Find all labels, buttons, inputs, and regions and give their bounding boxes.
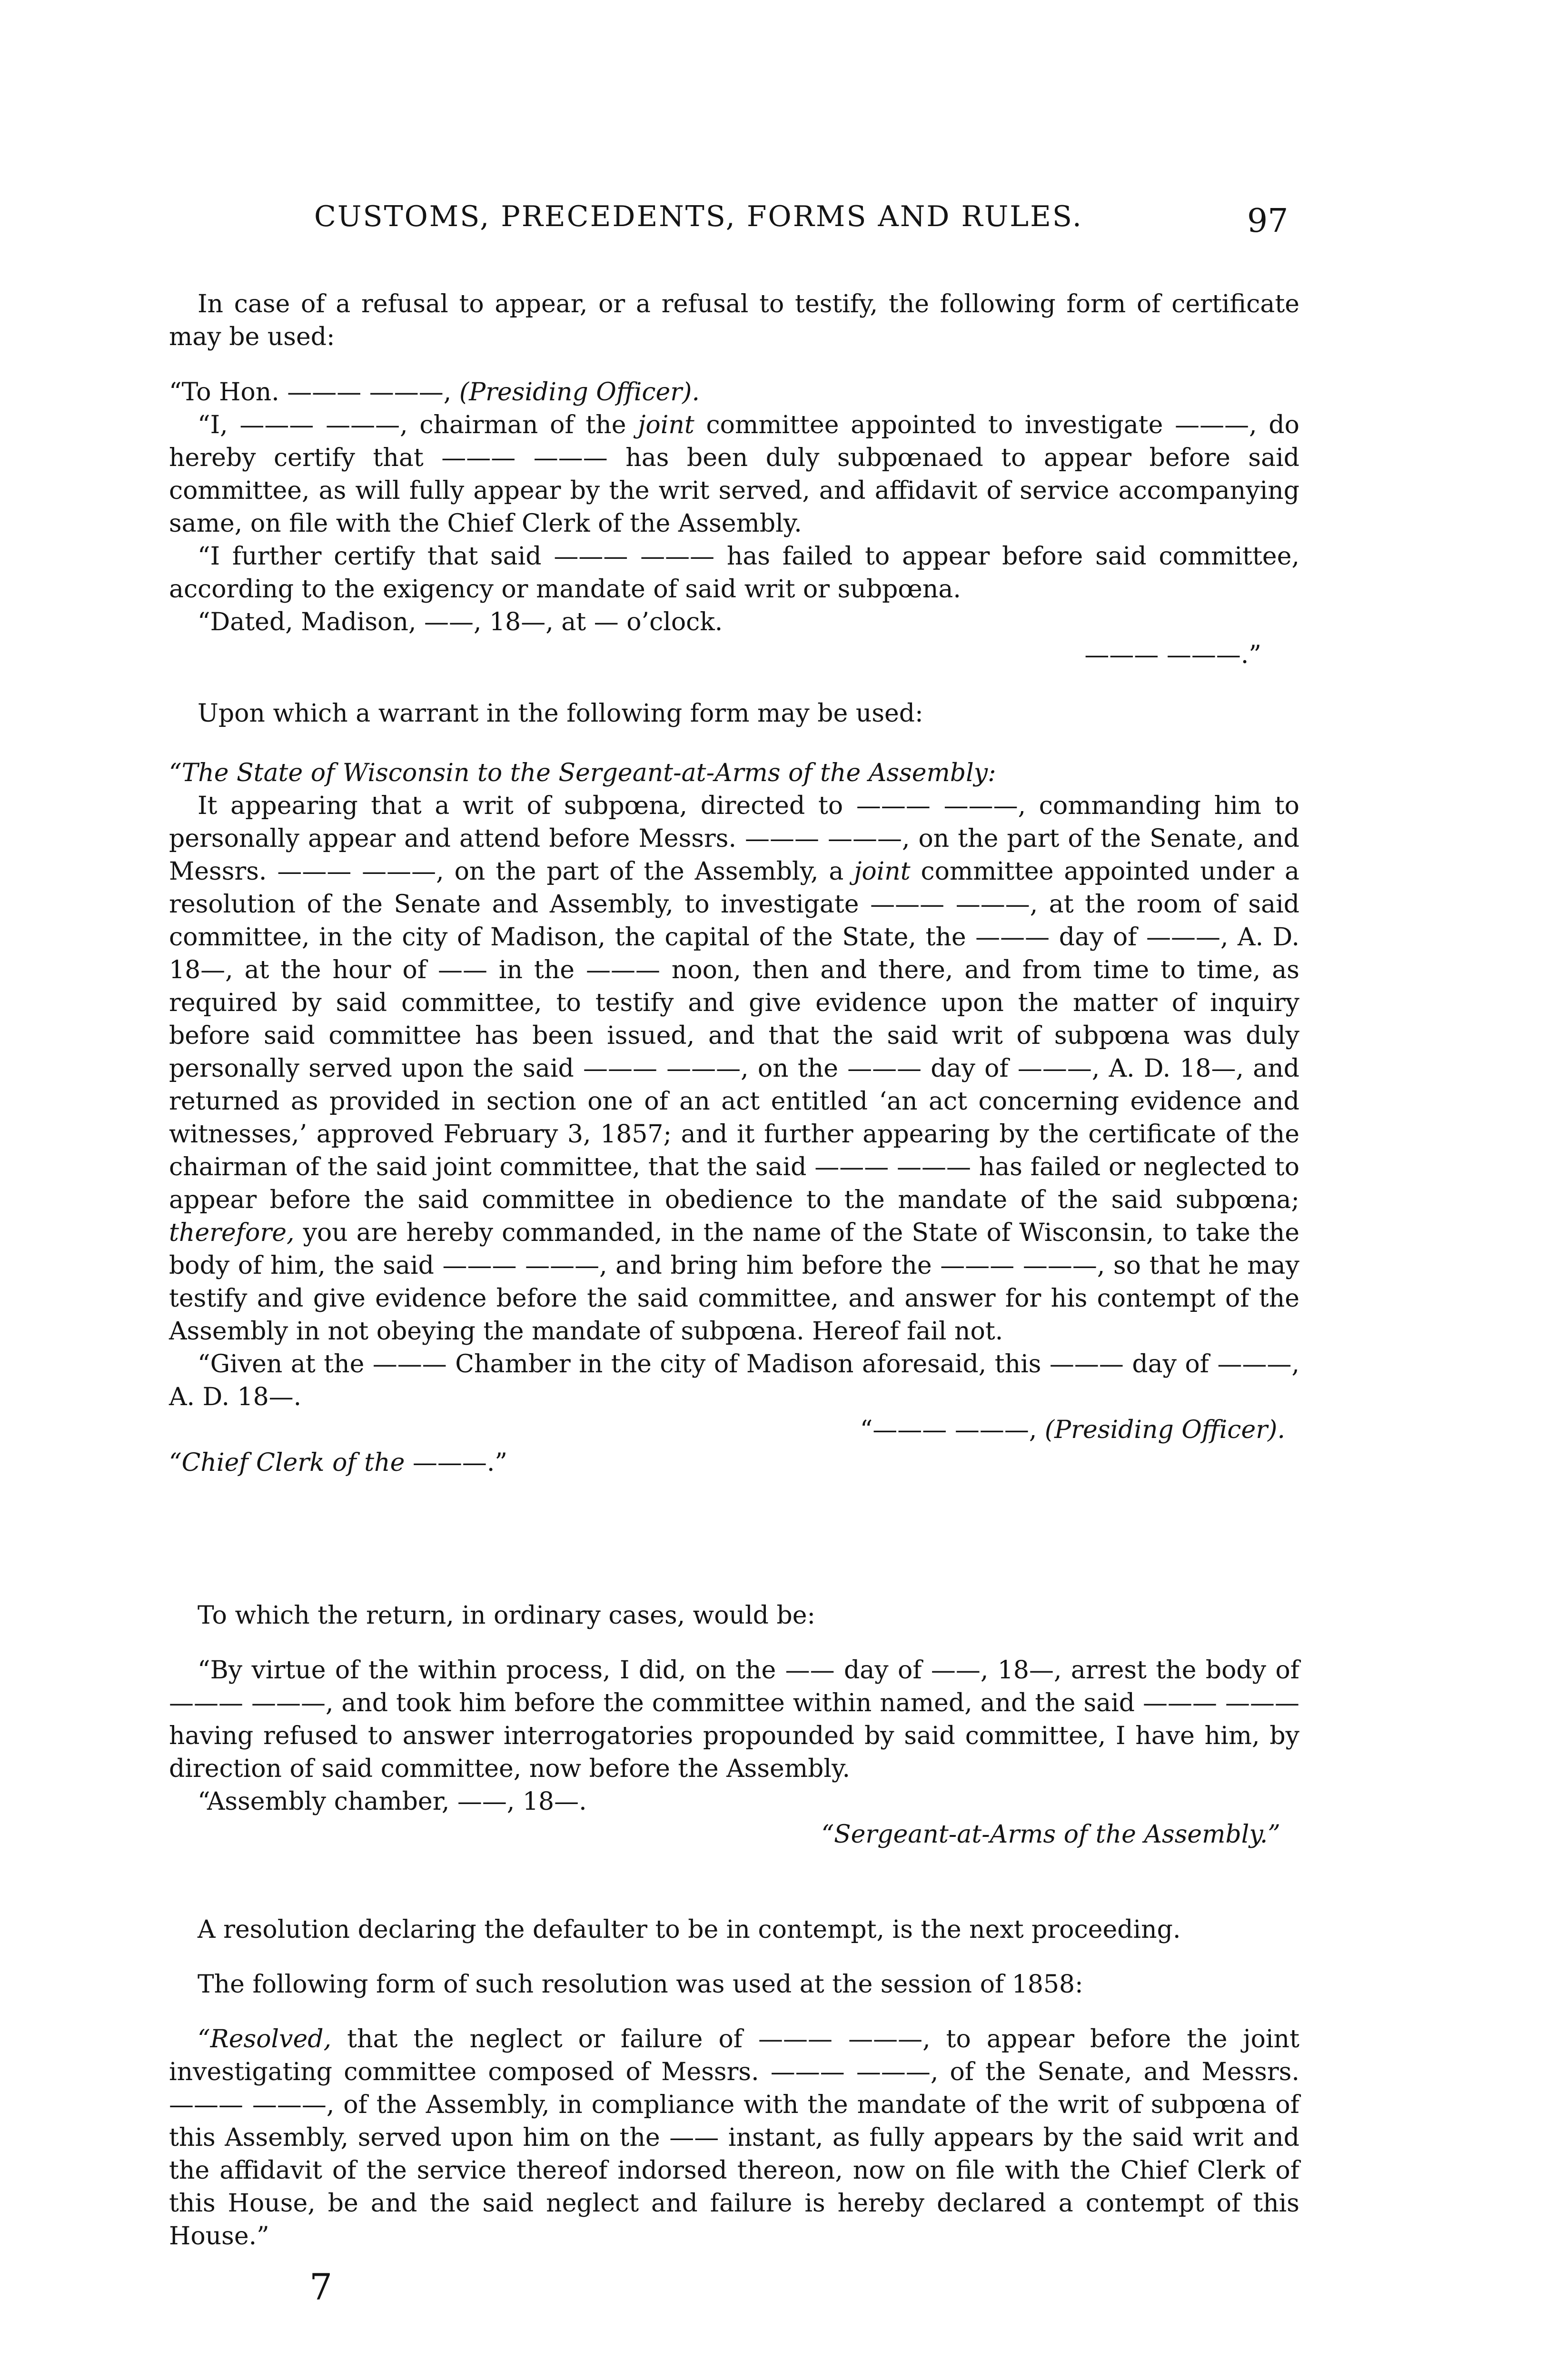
intro-paragraph: In case of a refusal to appear, or a refusal to testify, the following form of certificate may be used: xyxy=(169,290,1299,351)
footer-signature-mark: 7 xyxy=(309,2266,333,2308)
certificate-signature: ——— ———.” xyxy=(1084,641,1261,669)
presiding-officer-label: (Presiding Officer). xyxy=(459,378,700,407)
warrant-sign-a: “——— ———, xyxy=(860,1416,1045,1444)
warrant-body-joint: joint xyxy=(854,857,911,886)
session-paragraph: The following form of such resolution was used at the session of 1858: xyxy=(198,1970,1083,1999)
warrant-body-therefore: therefore, xyxy=(169,1219,295,1247)
page-number: 97 xyxy=(1247,202,1288,240)
warrant-body xyxy=(169,790,1299,1348)
warrant-intro: Upon which a warrant in the following form may be used: xyxy=(198,699,923,728)
warrant-clerk xyxy=(169,1447,1299,1479)
return-intro: To which the return, in ordinary cases, would be: xyxy=(198,1601,816,1630)
resolved-word: “Resolved, xyxy=(198,2025,332,2053)
return-form xyxy=(169,1654,1299,1851)
certificate-para-2: “I further certify that said ——— ——— has failed to appear before said committee, according to the exigency or mandate of said writ or subpœna. xyxy=(169,542,1299,604)
warrant-clerk-a: “Chief Clerk of the xyxy=(169,1448,413,1477)
certificate-dated: “Dated, Madison, ——, 18—, at — o’clock. xyxy=(198,608,723,636)
cert-para1-c: committee appointed to investigate ———, do hereby certify that ——— ——— has been duly subpœnaed to appear before said committee, as will fully appear by the writ served, and affidavit of service accompanying same, on file with the Chief Clerk of the Assembly. xyxy=(169,411,1299,538)
warrant-signature xyxy=(169,1414,1299,1447)
certificate-addressee xyxy=(169,376,1299,409)
addressee-text: “To Hon. ——— ———, xyxy=(169,378,459,407)
cert-para1-a: “I, ——— ———, chairman of the xyxy=(198,411,638,439)
certificate-form xyxy=(169,376,1299,672)
return-chamber: “Assembly chamber, ——, 18—. xyxy=(198,1787,587,1816)
resolution-body: that the neglect or failure of ——— ———, to appear before the joint investigating committee composed of Messrs. ——— ———, of the Senate, and Messrs. ——— ———, of the Assembly, in compliance with the mandate of the writ of subpœna of this Assembly, served upon him on the —— instant, as fully appears by the said writ and the affidavit of the service thereof indorsed thereon, now on file with the Chief Clerk of this House, be and the said neglect and failure is hereby declared a contempt of this House.” xyxy=(169,2025,1299,2251)
warrant-body-e: you are hereby commanded, in the name of the State of Wisconsin, to take the body of him, the said ——— ———, and bring him before the ——— ———, so that he may testify and give evidence before the said committee, and answer for his contempt of the Assembly in not obeying the mandate of subpœna. Hereof fail not. xyxy=(169,1219,1299,1346)
warrant-body-c: committee appointed under a resolution of the Senate and Assembly, to investigate ——— ———, at the room of said committee, in the city of Madison, the capital of the State, the ——— day of ———, A. D. 18—, at the hour of —— in the ——— noon, then and there, and from time to time, as required by said committee, to testify and give evidence upon the matter of inquiry before said committee has been issued, and that the said writ of subpœna was duly personally served upon the said ——— ———, on the ——— day of ———, A. D. 18—, and returned as provided in section one of an act entitled ‘an act concerning evidence and witnesses,’ approved February 3, 1857; and it further appearing by the certificate of the chairman of the said joint committee, that the said ——— ——— has failed or neglected to appear before the said committee in obedience to the mandate of the said subpœna; xyxy=(169,857,1300,1214)
warrant-form xyxy=(169,757,1299,1479)
warrant-sign-officer: (Presiding Officer). xyxy=(1044,1416,1285,1444)
resolution-text xyxy=(169,2023,1299,2253)
warrant-given: “Given at the ——— Chamber in the city of Madison aforesaid, this ——— day of ———, A. D. 18—. xyxy=(169,1350,1299,1411)
warrant-heading: “The State of Wisconsin to the Sergeant-at-Arms of the Assembly: xyxy=(169,759,996,787)
cert-para1-joint: joint xyxy=(638,411,694,439)
warrant-clerk-b: ———.” xyxy=(412,1448,508,1477)
warrant-body-a: It appearing that a writ of subpœna, directed to ——— ———, commanding him to personally appear and attend before Messrs. ——— ———, on the part of the Senate, and Messrs. ——— ———, on the part of the Assembly, a xyxy=(169,792,1299,886)
contempt-paragraph: A resolution declaring the defaulter to be in contempt, is the next proceeding. xyxy=(198,1915,1181,1944)
return-signature: “Sergeant-at-Arms of the Assembly.” xyxy=(821,1820,1280,1849)
return-body: “By virtue of the within process, I did, on the —— day of ——, 18—, arrest the body of ——— ———, and took him before the committee within named, and the said ——— ——— having refused to answer interrogatories propounded by said committee, I have him, by direction of said committee, now before the Assembly. xyxy=(169,1656,1299,1783)
running-header: CUSTOMS, PRECEDENTS, FORMS AND RULES. xyxy=(314,200,1083,233)
certificate-para-1 xyxy=(169,409,1299,540)
